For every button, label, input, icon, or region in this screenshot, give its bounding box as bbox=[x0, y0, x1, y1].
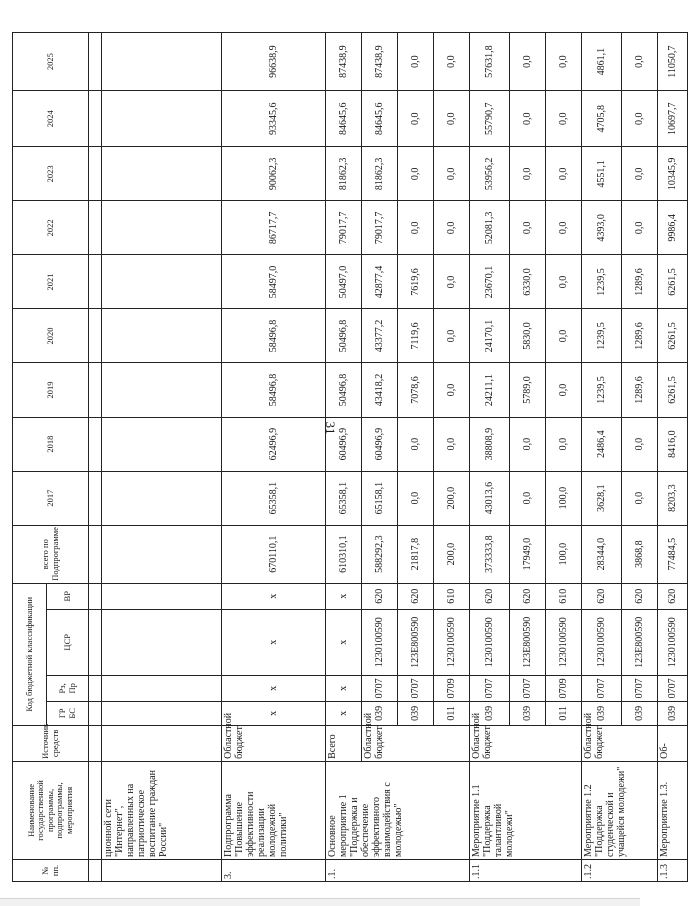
column-number-row bbox=[89, 33, 102, 882]
cell-year-value: 0,0 bbox=[510, 33, 546, 91]
cell-year-value: 43377,2 bbox=[362, 309, 398, 363]
row-source: Всего bbox=[326, 725, 362, 761]
cell-vr: 610 bbox=[434, 583, 470, 609]
cell-year-value: 0,0 bbox=[622, 417, 658, 471]
header-year: 2018 bbox=[13, 417, 89, 471]
cell-year-value: 79017,7 bbox=[326, 201, 362, 255]
cell-rzpr: 0707 bbox=[658, 675, 688, 701]
cell-year-value: 1239,5 bbox=[582, 309, 622, 363]
cell-year-value bbox=[102, 363, 222, 417]
cell-year-value: 8203,3 bbox=[658, 471, 688, 525]
cell-rzpr: 0707 bbox=[582, 675, 622, 701]
header-year: 2020 bbox=[13, 309, 89, 363]
cell-grbs: 039 bbox=[622, 701, 658, 725]
cell-rzpr: 0707 bbox=[622, 675, 658, 701]
cell-year-value: 4551,1 bbox=[582, 147, 622, 201]
cell-vr: 620 bbox=[398, 583, 434, 609]
cell-vr: 620 bbox=[362, 583, 398, 609]
cell-year-value: 38808,9 bbox=[470, 417, 510, 471]
table-row bbox=[658, 33, 688, 882]
cell-total: 77484,5 bbox=[658, 525, 688, 583]
cell-csr: 123E800590 bbox=[398, 609, 434, 675]
cell-year-value: 24211,1 bbox=[470, 363, 510, 417]
cell-rzpr: 0709 bbox=[434, 675, 470, 701]
cell-year-value bbox=[102, 33, 222, 91]
cell-year-value bbox=[102, 91, 222, 147]
cell-vr: 620 bbox=[510, 583, 546, 609]
cell-csr: 123E800590 bbox=[510, 609, 546, 675]
cell-grbs: 039 bbox=[398, 701, 434, 725]
cell-csr: 1230100590 bbox=[582, 609, 622, 675]
cell-year-value: 1289,6 bbox=[622, 255, 658, 309]
cell-total: 610310,1 bbox=[326, 525, 362, 583]
cell-year-value: 1239,5 bbox=[582, 255, 622, 309]
cell-year-value: 6261,5 bbox=[658, 309, 688, 363]
cell-total: 373333,8 bbox=[470, 525, 510, 583]
cell-year-value: 0,0 bbox=[398, 91, 434, 147]
header-year: 2024 bbox=[13, 91, 89, 147]
cell-year-value: 9986,4 bbox=[658, 201, 688, 255]
cell-rzpr: 0707 bbox=[510, 675, 546, 701]
cell-year-value: 0,0 bbox=[622, 201, 658, 255]
cell-year-value bbox=[102, 201, 222, 255]
row-source: Областной бюджет bbox=[362, 725, 470, 761]
cell-year-value: 0,0 bbox=[398, 417, 434, 471]
cell-year-value: 0,0 bbox=[434, 255, 470, 309]
cell-year-value bbox=[102, 471, 222, 525]
row-source: Областной бюджет bbox=[582, 725, 658, 761]
row-name: Мероприятие 1.3. bbox=[658, 761, 688, 859]
cell-total: 100,0 bbox=[546, 525, 582, 583]
row-number: .1.3 bbox=[658, 859, 688, 881]
header-total: всего по Подпрограмме bbox=[13, 525, 89, 583]
cell-year-value: 0,0 bbox=[434, 91, 470, 147]
table-row bbox=[222, 33, 326, 882]
header-source: Источник средств bbox=[13, 725, 89, 761]
cell-grbs bbox=[102, 701, 222, 725]
cell-year-value: 62496,9 bbox=[222, 417, 326, 471]
cell-year-value: 0,0 bbox=[622, 471, 658, 525]
budget-table-rotated bbox=[12, 32, 678, 882]
row-source: Областной бюджет bbox=[222, 725, 326, 761]
cell-rzpr: х bbox=[326, 675, 362, 701]
row-name: Мероприятие 1.1 "Поддержка талантливой молодежи" bbox=[470, 761, 582, 859]
cell-year-value: 87438,9 bbox=[326, 33, 362, 91]
cell-year-value: 4705,8 bbox=[582, 91, 622, 147]
cell-year-value: 0,0 bbox=[434, 33, 470, 91]
cell-year-value: 0,0 bbox=[434, 147, 470, 201]
header-vr: ВР bbox=[47, 583, 89, 609]
cell-year-value: 0,0 bbox=[546, 33, 582, 91]
cell-grbs: 011 bbox=[546, 701, 582, 725]
row-name: ционной сети "Интернет", направленных на патриотическое воспитание граждан России" bbox=[102, 761, 222, 859]
cell-year-value: 60496,9 bbox=[362, 417, 398, 471]
row-name: Мероприятие 1.2 "Поддержка студенческой и учащейся молодежи" bbox=[582, 761, 658, 859]
cell-year-value: 0,0 bbox=[546, 309, 582, 363]
cell-year-value: 53956,2 bbox=[470, 147, 510, 201]
cell-year-value: 1239,5 bbox=[582, 363, 622, 417]
cell-year-value: 0,0 bbox=[622, 33, 658, 91]
cell-total: 3868,8 bbox=[622, 525, 658, 583]
cell-year-value: 0,0 bbox=[434, 201, 470, 255]
row-number: .1. bbox=[326, 859, 470, 881]
cell-year-value: 7619,6 bbox=[398, 255, 434, 309]
cell-year-value: 86717,7 bbox=[222, 201, 326, 255]
cell-year-value: 0,0 bbox=[622, 91, 658, 147]
cell-grbs: 011 bbox=[434, 701, 470, 725]
cell-year-value: 60496,9 bbox=[326, 417, 362, 471]
cell-year-value bbox=[102, 147, 222, 201]
cell-total: 28344,0 bbox=[582, 525, 622, 583]
cell-rzpr: 0707 bbox=[362, 675, 398, 701]
cell-grbs: 039 bbox=[582, 701, 622, 725]
cell-year-value: 50496,8 bbox=[326, 309, 362, 363]
cell-year-value: 65358,1 bbox=[326, 471, 362, 525]
cell-year-value bbox=[102, 255, 222, 309]
cell-year-value: 11050,7 bbox=[658, 33, 688, 91]
cell-year-value: 58497,0 bbox=[222, 255, 326, 309]
cell-year-value bbox=[102, 417, 222, 471]
cell-grbs: 039 bbox=[658, 701, 688, 725]
cell-year-value: 43418,2 bbox=[362, 363, 398, 417]
cell-year-value: 0,0 bbox=[510, 471, 546, 525]
cell-year-value: 10345,9 bbox=[658, 147, 688, 201]
cell-vr: 620 bbox=[658, 583, 688, 609]
cell-year-value: 96638,9 bbox=[222, 33, 326, 91]
cell-year-value: 84645,6 bbox=[326, 91, 362, 147]
cell-year-value: 0,0 bbox=[546, 363, 582, 417]
cell-year-value: 0,0 bbox=[546, 201, 582, 255]
cell-year-value: 23670,1 bbox=[470, 255, 510, 309]
table-row bbox=[582, 33, 622, 882]
table-row bbox=[102, 33, 222, 882]
cell-vr: 620 bbox=[622, 583, 658, 609]
cell-year-value: 42877,4 bbox=[362, 255, 398, 309]
cell-year-value: 50496,8 bbox=[326, 363, 362, 417]
cell-year-value: 90062,3 bbox=[222, 147, 326, 201]
cell-year-value: 65158,1 bbox=[362, 471, 398, 525]
cell-year-value: 93345,6 bbox=[222, 91, 326, 147]
cell-csr bbox=[102, 609, 222, 675]
header-name: Наименование государственной программы, подпрограммы, мероприятия bbox=[13, 761, 89, 859]
cell-year-value: 100,0 bbox=[546, 471, 582, 525]
scan-edge bbox=[0, 898, 640, 906]
cell-grbs: 039 bbox=[470, 701, 510, 725]
cell-year-value: 0,0 bbox=[434, 309, 470, 363]
cell-vr bbox=[102, 583, 222, 609]
cell-year-value: 0,0 bbox=[510, 417, 546, 471]
cell-year-value: 3628,1 bbox=[582, 471, 622, 525]
cell-year-value: 0,0 bbox=[546, 417, 582, 471]
header-budget-code: Код бюджетной классификации bbox=[13, 583, 47, 725]
cell-csr: х bbox=[326, 609, 362, 675]
table-row bbox=[362, 33, 398, 882]
cell-year-value: 0,0 bbox=[546, 147, 582, 201]
cell-year-value: 0,0 bbox=[434, 363, 470, 417]
row-source bbox=[102, 725, 222, 761]
cell-year-value: 79017,7 bbox=[362, 201, 398, 255]
cell-csr: 1230100590 bbox=[362, 609, 398, 675]
cell-csr: 1230100590 bbox=[546, 609, 582, 675]
cell-year-value: 43013,6 bbox=[470, 471, 510, 525]
cell-total bbox=[102, 525, 222, 583]
cell-year-value: 4393,0 bbox=[582, 201, 622, 255]
cell-year-value: 4861,1 bbox=[582, 33, 622, 91]
cell-year-value: 65358,1 bbox=[222, 471, 326, 525]
header-rzpr: Рз, Пр bbox=[47, 675, 89, 701]
cell-rzpr: х bbox=[222, 675, 326, 701]
cell-year-value: 1289,6 bbox=[622, 309, 658, 363]
cell-year-value: 5789,0 bbox=[510, 363, 546, 417]
cell-year-value: 6261,5 bbox=[658, 363, 688, 417]
cell-year-value: 0,0 bbox=[398, 147, 434, 201]
cell-csr: 1230100590 bbox=[470, 609, 510, 675]
cell-year-value: 0,0 bbox=[622, 147, 658, 201]
cell-year-value: 0,0 bbox=[546, 255, 582, 309]
cell-vr: 620 bbox=[582, 583, 622, 609]
row-name: Основное мероприятие 1 "Поддержка и обеспечение эффективного взаимодействия с молодежью" bbox=[326, 761, 470, 859]
cell-grbs: х bbox=[222, 701, 326, 725]
header-year: 2021 bbox=[13, 255, 89, 309]
cell-year-value: 200,0 bbox=[434, 471, 470, 525]
cell-vr: 610 bbox=[546, 583, 582, 609]
cell-year-value: 0,0 bbox=[398, 201, 434, 255]
cell-year-value: 24170,1 bbox=[470, 309, 510, 363]
cell-year-value: 58496,8 bbox=[222, 309, 326, 363]
cell-year-value: 0,0 bbox=[510, 201, 546, 255]
cell-year-value: 55790,7 bbox=[470, 91, 510, 147]
cell-year-value: 81862,3 bbox=[326, 147, 362, 201]
table-row bbox=[326, 33, 362, 882]
budget-table bbox=[12, 32, 688, 882]
header-year: 2022 bbox=[13, 201, 89, 255]
row-number bbox=[102, 859, 222, 881]
cell-year-value: 0,0 bbox=[510, 91, 546, 147]
cell-year-value: 0,0 bbox=[434, 417, 470, 471]
row-number: 3. bbox=[222, 859, 326, 881]
cell-year-value: 58496,8 bbox=[222, 363, 326, 417]
header-num: № пп. bbox=[13, 859, 89, 881]
cell-year-value: 87438,9 bbox=[362, 33, 398, 91]
cell-year-value: 0,0 bbox=[546, 91, 582, 147]
cell-year-value: 5830,0 bbox=[510, 309, 546, 363]
header-csr: ЦСР bbox=[47, 609, 89, 675]
header-grbs: ГР БС bbox=[47, 701, 89, 725]
header-year: 2017 bbox=[13, 471, 89, 525]
row-source: Об- bbox=[658, 725, 688, 761]
cell-year-value: 7078,6 bbox=[398, 363, 434, 417]
header-year: 2025 bbox=[13, 33, 89, 91]
cell-csr: 1230100590 bbox=[434, 609, 470, 675]
cell-year-value: 0,0 bbox=[398, 33, 434, 91]
cell-year-value: 0,0 bbox=[510, 147, 546, 201]
cell-vr: х bbox=[326, 583, 362, 609]
cell-grbs: 039 bbox=[362, 701, 398, 725]
row-source: Областной бюджет bbox=[470, 725, 582, 761]
row-number: .1.2 bbox=[582, 859, 658, 881]
cell-year-value: 52081,3 bbox=[470, 201, 510, 255]
table-row bbox=[470, 33, 510, 882]
cell-year-value: 6330,0 bbox=[510, 255, 546, 309]
cell-year-value: 57631,8 bbox=[470, 33, 510, 91]
cell-rzpr: 0707 bbox=[470, 675, 510, 701]
cell-year-value: 81862,3 bbox=[362, 147, 398, 201]
cell-rzpr bbox=[102, 675, 222, 701]
cell-year-value: 7119,6 bbox=[398, 309, 434, 363]
row-name: Подпрограмма "Повышение эффективности реализации молодежной политики" bbox=[222, 761, 326, 859]
cell-csr: 123E800590 bbox=[622, 609, 658, 675]
cell-rzpr: 0707 bbox=[398, 675, 434, 701]
cell-rzpr: 0709 bbox=[546, 675, 582, 701]
cell-total: 670110,1 bbox=[222, 525, 326, 583]
page-number: 31 bbox=[323, 421, 338, 435]
cell-total: 200,0 bbox=[434, 525, 470, 583]
cell-year-value: 50497,0 bbox=[326, 255, 362, 309]
cell-total: 588292,3 bbox=[362, 525, 398, 583]
cell-year-value: 6261,5 bbox=[658, 255, 688, 309]
header-year: 2023 bbox=[13, 147, 89, 201]
cell-year-value: 0,0 bbox=[398, 471, 434, 525]
cell-year-value: 1289,6 bbox=[622, 363, 658, 417]
cell-year-value bbox=[102, 309, 222, 363]
cell-grbs: 039 bbox=[510, 701, 546, 725]
row-number: .1.1 bbox=[470, 859, 582, 881]
cell-total: 17949,0 bbox=[510, 525, 546, 583]
cell-total: 21817,8 bbox=[398, 525, 434, 583]
cell-year-value: 8416,0 bbox=[658, 417, 688, 471]
cell-grbs: х bbox=[326, 701, 362, 725]
cell-vr: х bbox=[222, 583, 326, 609]
cell-year-value: 10697,7 bbox=[658, 91, 688, 147]
cell-year-value: 84645,6 bbox=[362, 91, 398, 147]
cell-csr: 1230100590 bbox=[658, 609, 688, 675]
cell-csr: х bbox=[222, 609, 326, 675]
cell-vr: 620 bbox=[470, 583, 510, 609]
header-year: 2019 bbox=[13, 363, 89, 417]
cell-year-value: 2486,4 bbox=[582, 417, 622, 471]
